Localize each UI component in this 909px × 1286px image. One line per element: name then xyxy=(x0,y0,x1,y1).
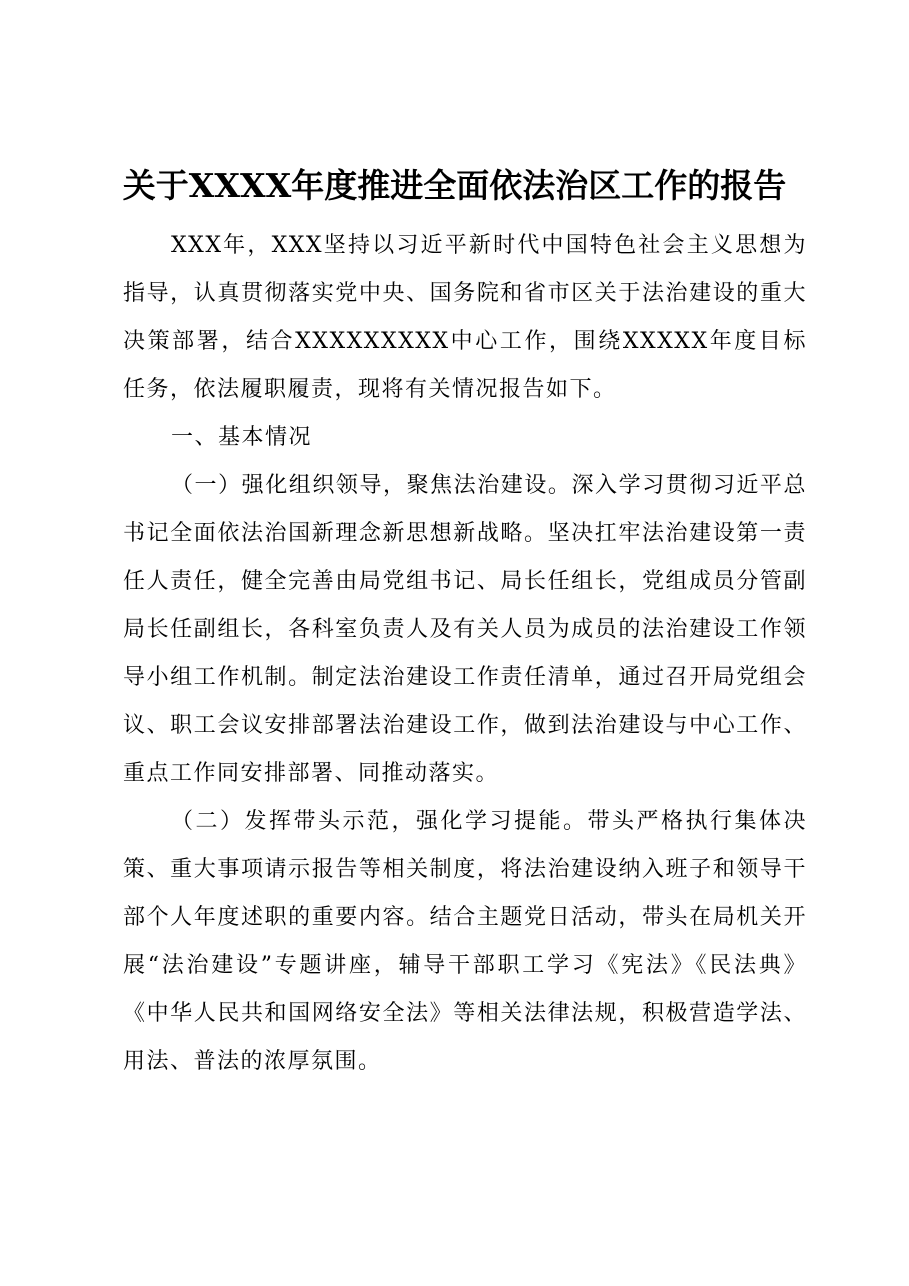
body-paragraph-1: （一）强化组织领导，聚焦法治建设。深入学习贯彻习近平总书记全面依法治国新理念新思想新战略。坚决扛牢法治建设第一责任人责任，健全完善由局党组书记、局长任组长，党组成员分管副局长任副组长，各科室负责人及有关人员为成员的法治建设工作领导小组工作机制。制定法治建设工作责任清单，通过召开局党组会议、职工会议安排部署法治建设工作，做到法治建设与中心工作、重点工作同安排部署、同推动落实。 xyxy=(123,473,807,786)
document-title: 关于XXXX年度推进全面依法治区工作的报告 xyxy=(122,166,787,205)
document-body xyxy=(123,222,807,1086)
body-paragraph-2: （二）发挥带头示范，强化学习提能。带头严格执行集体决策、重大事项请示报告等相关制度，将法治建设纳入班子和领导干部个人年度述职的重要内容。结合主题党日活动，带头在局机关开展“法治建设”专题讲座，辅导干部职工学习《宪法》《民法典》《中华人民共和国网络安全法》等相关法律法规，积极营造学法、用法、普法的浓厚氛围。 xyxy=(123,809,807,1074)
intro-paragraph: XXX年，XXX坚持以习近平新时代中国特色社会主义思想为指导，认真贯彻落实党中央、国务院和省市区关于法治建设的重大决策部署，结合XXXXXXXXX中心工作，围绕XXXXX年度目标任务，依法履职履责，现将有关情况报告如下。 xyxy=(123,233,807,402)
section-heading: 一、基本情况 xyxy=(171,425,313,450)
